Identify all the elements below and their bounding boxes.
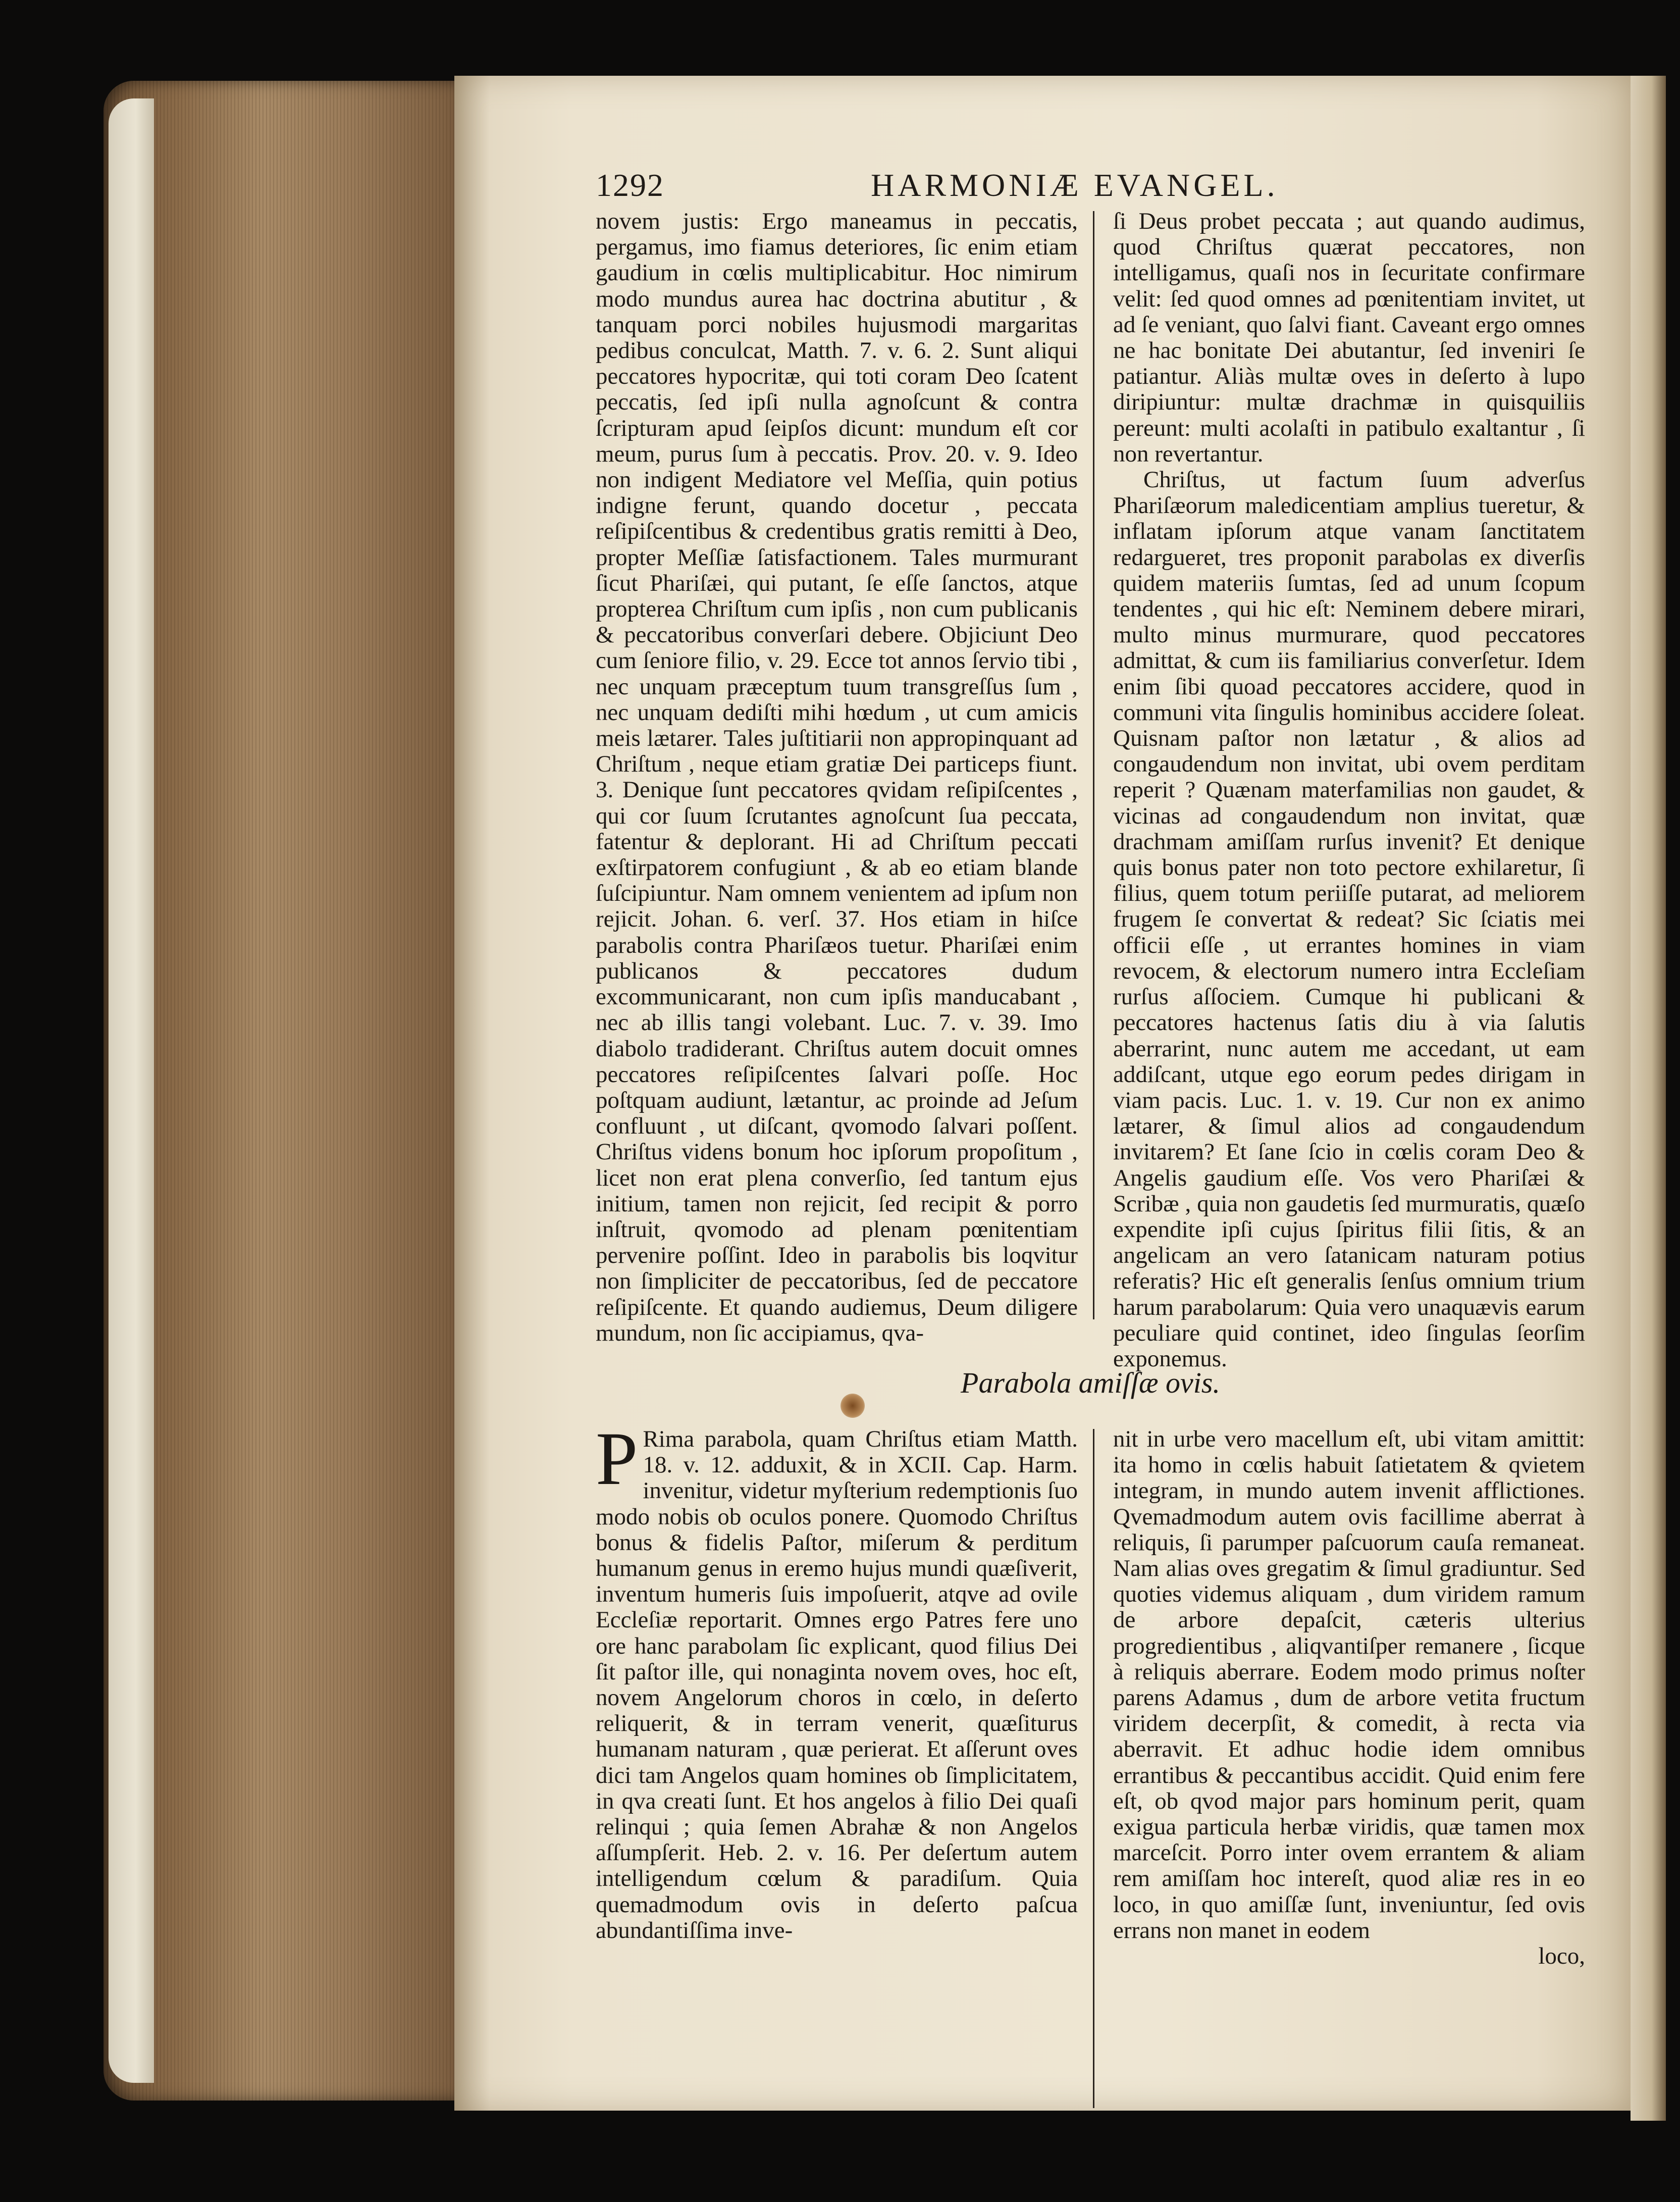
lower-right-text: nit in urbe vero macellum eſt, ubi vitam amittit: ita homo in cœlis habuit ſatietatem & qvietem integram, in mundo autem invenit afflictiones. Qvemadmodum autem ovis facillime aberrat à reliquis, ſi parumper paſcuorum cauſa remaneat. Nam alias oves gregatim & ſimul gradiuntur. Sed quoties videmus aliquam , dum viridem ramum de arbore depaſcit, cæteris ulterius progredientibus , aliqvantiſper remanere , ſicque à reliquis aberrare. Eodem modo primus noſter parens Adamus , dum de arbore vetita fructum viridem decerpſit, & comedit, à recta via aberravit. Et adhuc hodie idem omnibus errantibus & peccantibus accidit. Quid enim fere eſt, ob qvod major pars hominum perit, quam exigua particula herbæ viridis, quæ tamen mox marceſcit. Porro inter ovem errantem & aliam rem amiſſam hoc intereſt, quod aliæ res in eo loco, in quo amiſſæ ſunt, inveniuntur, ſed ovis errans non manet in eodem xyxy=(1113,1426,1585,1943)
lower-left-body: Rima parabola, quam Chriſtus etiam Matth. 18. v. 12. adduxit, & in XCII. Cap. Harm. invenitur, videtur myſterium redemptionis ſuo modo nobis ob oculos ponere. Quomodo Chriſtus bonus & fidelis Paſtor, miſerum & perditum humanum genus in eremo hujus mundi quæſiverit, inventum humeris ſuis impoſuerit, atqve ad ovile Eccleſiæ reportarit. Omnes ergo Patres fere uno ore hanc parabolam ſic explicant, quod filius Dei ſit paſtor ille, qui nonaginta novem oves, hoc eſt, novem Angelorum choros in cœlo, in deſerto reliquerit, & in terram venerit, quæſiturus humanam naturam , quæ perierat. Et aſſerunt oves dici tam Angelos quam homines ob ſimplicitatem, in qva creati ſunt. Et hos angelos à filio Dei quaſi relinqui ; quia ſemen Abrahæ & non Angelos aſſumpſerit. Heb. 2. v. 16. Per deſertum autem intelligendum cœlum & paradiſum. Quia quemadmodum ovis in deſerto paſcua abundantiſſima inve- xyxy=(596,1426,1078,1943)
upper-left-column xyxy=(596,209,1078,1346)
lower-left-column xyxy=(596,1417,1078,1943)
upper-right-paragraph-2: Chriſtus, ut factum ſuum adverſus Phariſæorum maledicentiam amplius tueretur, & inflatam ipſorum atque vanam ſanctitatem redargueret, tres proponit parabolas ex diverſis quidem materiis ſumtas, ſed ad unum ſcopum tendentes , qui hic eſt: Neminem debere mirari, multo minus murmurare, quod peccatores admittat, & cum iis familiarius converſetur. Idem enim ſibi quoad peccatores accidere, quod in communi vita ſingulis hominibus accidere ſoleat. Quisnam paſtor non lætatur , & alios ad congaudendum non invitat, ubi ovem perditam reperit ? Quænam materfamilias non gaudet, & vicinas ad congaudendum non invitat, quæ drachmam amiſſam rurſus invenit? Et denique quis bonus pater non toto pectore exhilaretur, ſi filius, quem totum periiſſe putarat, ad meliorem frugem ſe convertat & redeat? Sic ſciatis mei officii eſſe , ut errantes homines in viam revocem, & electorum numero intra Eccleſiam rurſus aſſociem. Cumque hi publicani & peccatores hactenus ſatis diu à via ſalutis aberrarint, nunc autem me accedant, ut eam addiſcant, utque ego eorum pedes dirigam in viam pacis. Luc. 1. v. 19. Cur non ex animo lætarer, & ſimul alios ad congaudendum invitarem? Et ſane ſcio in cœlis coram Deo & Angelis gaudium eſſe. Vos vero Phariſæi & Scribæ , quia non gaudetis ſed murmuratis, quæſo expendite ipſi cujus ſpiritus filii ſitis, & an angelicam an vero ſatanicam naturam potius referatis? Hic eſt generalis ſenſus omnium trium harum parabolarum: Quia vero unaquævis earum peculiare quid continet, ideo ſingulas ſeorſim exponemus. xyxy=(1113,467,1585,1372)
section-heading: Parabola amiſſæ ovis. xyxy=(961,1366,1220,1399)
vellum-cover-edge xyxy=(109,98,154,2083)
upper-right-paragraph-1: ſi Deus probet peccata ; aut quando audimus, quod Chriſtus quærat peccatores, non intelligamus, quaſi nos in ſecuritate confirmare velit: ſed quod omnes ad pœnitentiam invitet, ut ad ſe veniant, quo ſalvi fiant. Caveant ergo omnes ne hac bonitate Dei abutantur, ſed inveniri ſe patiantur. Aliàs multæ oves in deſerto à lupo diripiuntur: multæ drachmæ in quisquiliis pereunt: multi acolaſti in patibulo exaltantur , ſi non revertantur. xyxy=(1113,208,1585,467)
lower-left-text xyxy=(596,1417,1078,1943)
column-rule-upper xyxy=(1093,211,1094,1319)
paper-stain xyxy=(841,1394,865,1418)
upper-right-column xyxy=(1113,209,1585,1372)
drop-cap: P xyxy=(596,1417,638,1501)
column-rule-lower xyxy=(1093,1429,1094,2108)
lower-right-column xyxy=(1113,1426,1585,1969)
book-fore-edge xyxy=(103,81,457,2101)
catchword: loco, xyxy=(1538,1943,1585,1970)
upper-left-text: novem justis: Ergo maneamus in peccatis, pergamus, imo fiamus deteriores, ſic enim etiam gaudium in cœlis multiplicabitur. Hoc nimirum modo mundus aurea hac doctrina abutitur , & tanquam porci nobiles hujusmodi margaritas pedibus conculcat, Matth. 7. v. 6. 2. Sunt aliqui peccatores hypocritæ, qui toti coram Deo ſcatent peccatis, ſed ipſi nulla agnoſcunt & contra ſcripturam apud ſeipſos dicunt: mundum eſt cor meum, purus ſum à peccatis. Prov. 20. v. 9. Ideo non indigent Mediatore vel Meſſia, quin potius indigne ferunt, quando docetur , peccata reſipiſcentibus & credentibus gratis remitti à Deo, propter Meſſiæ ſatisfactionem. Tales murmurant ſicut Phariſæi, qui putant, ſe eſſe ſanctos, atque propterea Chriſtum cum ipſis , non cum publicanis & peccatoribus converſari debere. Objiciunt Deo cum ſeniore filio, v. 29. Ecce tot annos ſervio tibi , nec unquam præceptum tuum transgreſſus ſum , nec unquam dediſti mihi hœdum , ut cum amicis meis lætarer. Tales juſtitiarii non appropinquant ad Chriſtum , neque etiam gratiæ Dei particeps fiunt. 3. Denique ſunt peccatores qvidam reſipiſcentes , qui cor ſuum ſcrutantes agnoſcunt ſua peccata, fatentur & deplorant. Hi ad Chriſtum peccati exſtirpatorem confugiunt , & ab eo etiam blande ſuſcipiuntur. Nam omnem venientem ad ipſum non rejicit. Johan. 6. verſ. 37. Hos etiam in hiſce parabolis contra Phariſæos tuetur. Phariſæi enim publicanos & peccatores dudum excommunicarant, non cum ipſis manducabant , nec ab illis tangi volebant. Luc. 7. v. 39. Imo diabolo tradiderant. Chriſtus autem docuit omnes peccatores reſipiſcentes ſalvari poſſe. Hoc poſtquam audiunt, lætantur, ac proinde ad Jeſum confluunt , ut diſcant, qvomodo ſalvari poſſent. Chriſtus videns bonum hoc ipſorum propoſitum , licet non erat plena converſio, ſed tantum ejus initium, tamen non rejicit, ſed recipit & porro inſtruit, qvomodo ad plenam pœnitentiam pervenire poſſint. Ideo in parabolis bis loqvitur non ſimpliciter de peccatoribus, ſed de peccatore reſipiſcente. Et quando audiemus, Deum diligere mundum, non ſic accipiamus, qva- xyxy=(596,208,1078,1346)
page-number: 1292 xyxy=(596,167,664,203)
running-title: HARMONIÆ EVANGEL. xyxy=(871,167,1279,203)
facing-page-edge xyxy=(1631,76,1666,2121)
running-head xyxy=(596,167,1353,207)
